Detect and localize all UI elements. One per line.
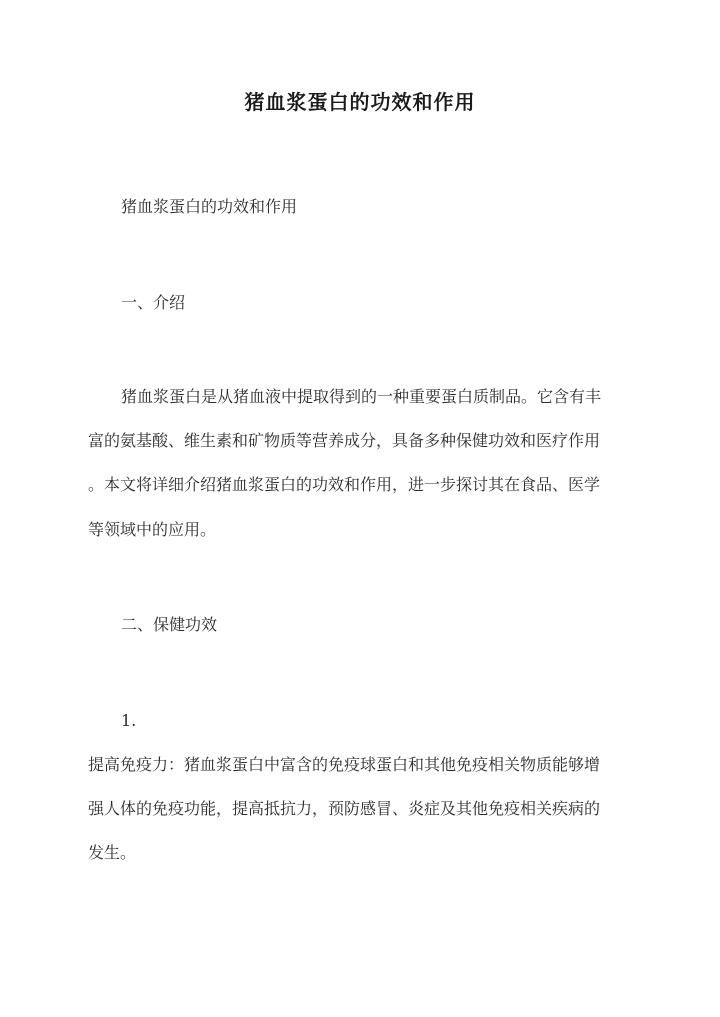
list-item-number: 1. [121,711,137,730]
paragraph-line: 等领域中的应用。 [88,520,217,539]
paragraph-line: 发生。 [88,843,137,862]
section-heading-intro: 一、介绍 [121,293,186,312]
paragraph-line: 提高免疫力：猪血浆蛋白中富含的免疫球蛋白和其他免疫相关物质能够增 [88,755,601,774]
paragraph-line: 富的氨基酸、维生素和矿物质等营养成分，具备多种保健功效和医疗作用 [88,431,601,450]
document-title: 猪血浆蛋白的功效和作用 [244,90,476,114]
document-subtitle: 猪血浆蛋白的功效和作用 [121,197,298,216]
paragraph-line: 。本文将详细介绍猪血浆蛋白的功效和作用，进一步探讨其在食品、医学 [88,475,601,494]
section-heading-health-benefits: 二、保健功效 [121,615,218,634]
paragraph-line: 猪血浆蛋白是从猪血液中提取得到的一种重要蛋白质制品。它含有丰 [121,387,602,406]
paragraph-line: 强人体的免疫功能，提高抵抗力，预防感冒、炎症及其他免疫相关疾病的 [88,799,601,818]
